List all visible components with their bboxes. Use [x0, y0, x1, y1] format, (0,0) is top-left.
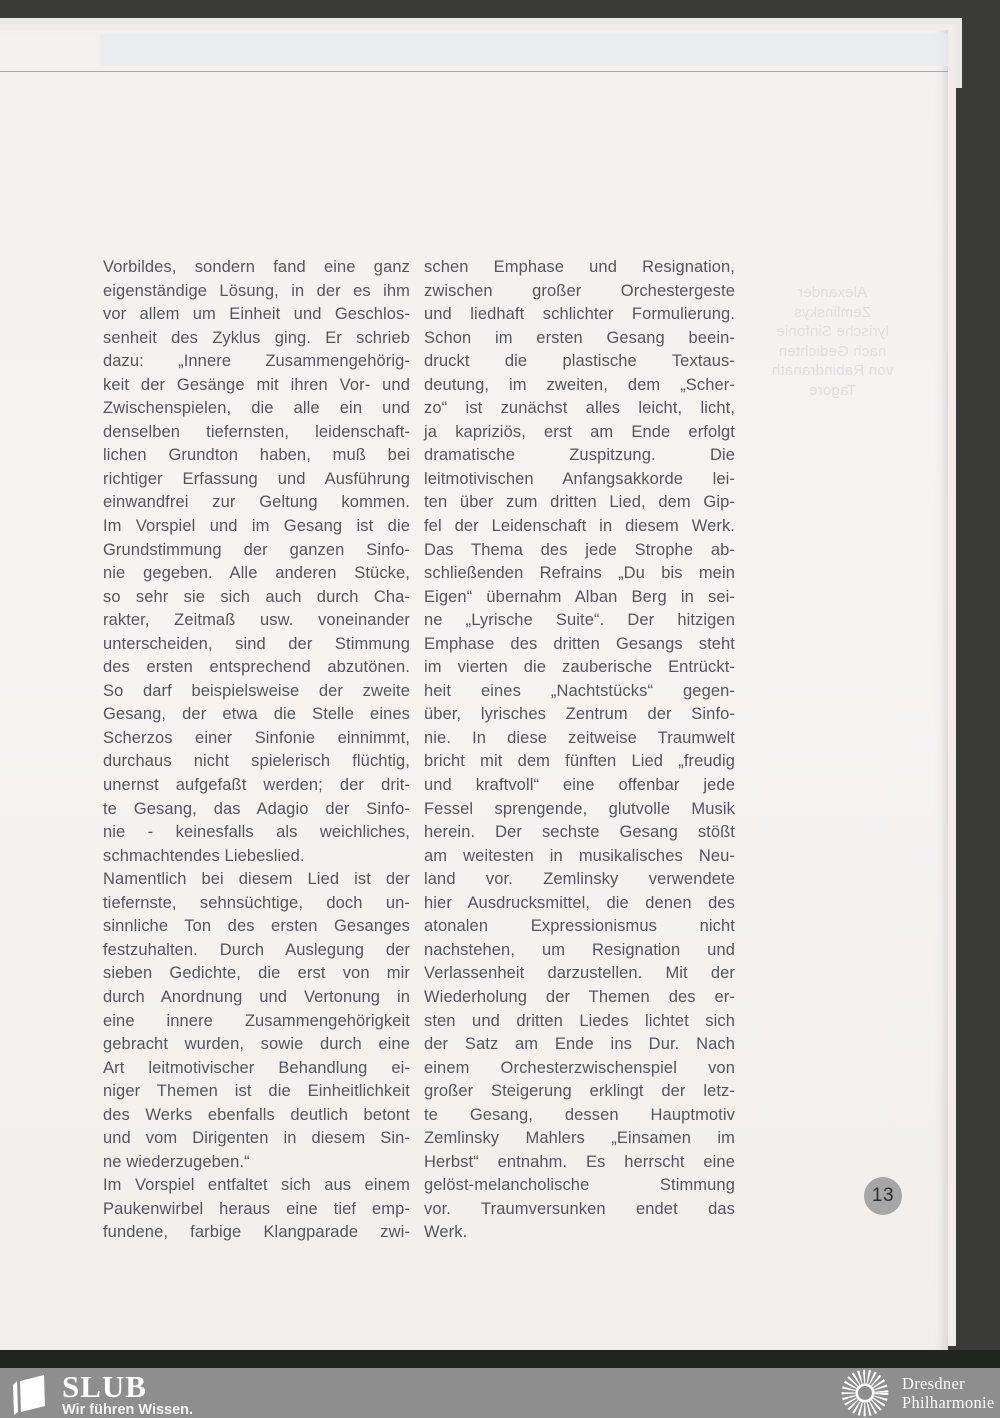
text-line: nie - keinesfalls als weichliches,	[103, 823, 410, 842]
text-line: und kraftvoll“ eine offenbar jede	[424, 776, 735, 795]
text-line: ne „Lyrische Suite“. Der hitzigen	[424, 611, 735, 630]
text-line: Emphase des dritten Gesangs steht	[424, 634, 735, 653]
text-line: Das Thema des jede Strophe ab-	[424, 540, 735, 559]
margin-bleed-through-caption	[745, 283, 920, 400]
text-line: Paukenwirbel heraus eine tief emp-	[103, 1199, 410, 1218]
text-line: vor allem um Einheit und Geschlos-	[103, 305, 410, 324]
text-line: Art leitmotivischer Behandlung ei-	[103, 1058, 410, 1077]
text-line: bricht mit dem fünften Lied „freudig	[424, 752, 735, 771]
text-line: ne wiederzugeben.“	[103, 1152, 250, 1171]
text-line: einem Orchesterzwischenspiel von	[424, 1058, 735, 1077]
text-line: niger Themen ist die Einheitlichkeit	[103, 1082, 410, 1101]
page-number-badge	[864, 1177, 902, 1215]
text-line: tiefernste, sehnsüchtige, doch un-	[103, 893, 410, 912]
text-line: lichen Grundton haben, muß bei	[103, 446, 410, 465]
text-line: Herbst“ entnahm. Es herrscht eine	[424, 1152, 735, 1171]
text-line: und vom Dirigenten in diesem Sin-	[103, 1129, 410, 1148]
text-line: nachstehen, um Resignation und	[424, 940, 735, 959]
text-line: Vorbildes, sondern fand eine ganz	[103, 258, 410, 276]
text-line: unernst aufgefaßt werden; der drit-	[103, 776, 410, 795]
text-line: Grundstimmung der ganzen Sinfo-	[103, 540, 410, 559]
text-line: heit eines „Nachtstücks“ gegen-	[424, 681, 735, 700]
text-line: zo“ ist zunächst alles leicht, licht,	[424, 399, 735, 418]
text-line: über, lyrisches Zentrum der Sinfo-	[424, 705, 735, 724]
text-line: des Werks ebenfalls deutlich betont	[103, 1105, 410, 1124]
text-line: hier Ausdrucksmittel, die denen des	[424, 893, 735, 912]
text-line: des ersten entsprechend abzutönen.	[103, 658, 410, 677]
text-column-left	[103, 256, 410, 1245]
margin-note-line: nach Gedichten	[778, 342, 887, 360]
text-line: deutung, im zweiten, dem „Scher-	[424, 375, 735, 394]
book-icon	[12, 1374, 48, 1416]
text-line: durchaus nicht spielerisch flüchtig,	[103, 752, 410, 771]
text-line: te Gesang, das Adagio der Sinfo-	[103, 799, 410, 818]
text-line: herein. Der sechste Gesang stößt	[424, 823, 735, 842]
margin-note-line: Tagore	[808, 381, 857, 399]
text-line: ten über zum dritten Lied, dem Gip-	[424, 493, 735, 512]
text-line: großer Steigerung erklingt der letz-	[424, 1082, 735, 1101]
text-line: Zemlinsky Mahlers „Einsamen im	[424, 1129, 735, 1148]
text-line: dazu: „Innere Zusammengehörig-	[103, 352, 410, 371]
text-line: land vor. Zemlinsky verwendete	[424, 870, 735, 889]
margin-note-line: Alexander	[797, 284, 868, 301]
slub-tagline: Wir führen Wissen.	[62, 1402, 194, 1418]
margin-note-line: lyrische Sinfonie	[776, 323, 889, 340]
text-line: Scherzos einer Sinfonie einnimmt,	[103, 728, 410, 747]
text-line: druckt die plastische Textaus-	[424, 352, 735, 371]
text-line: der Satz am Ende ins Dur. Nach	[424, 1035, 735, 1054]
text-line: eigenständige Lösung, in der es ihm	[103, 281, 410, 300]
margin-note-line: von Rabindranath	[771, 362, 894, 379]
text-line: Fessel sprengende, glutvolle Musik	[424, 799, 735, 818]
text-line: ja kapriziös, erst am Ende erfolgt	[424, 422, 735, 441]
text-line: sinnliche Ton des ersten Gesanges	[103, 917, 410, 936]
text-line: vor. Traumversunken endet das	[424, 1199, 735, 1218]
text-line: Eigen“ übernahm Alban Berg in sei-	[424, 587, 735, 606]
slub-logo[interactable]	[12, 1369, 194, 1418]
text-line: Im Vorspiel und im Gesang ist die	[103, 517, 410, 536]
text-line: atonalen Expressionismus nicht	[424, 917, 735, 936]
text-line: So darf beispielsweise der zweite	[103, 681, 410, 700]
text-line: Zwischenspielen, die alle ein und	[103, 399, 410, 418]
bleed-through-band	[100, 34, 948, 66]
text-line: senheit des Zyklus ging. Er schrieb	[103, 328, 410, 347]
text-line: rakter, Zeitmaß usw. voneinander	[103, 611, 410, 630]
text-line: sten und dritten Liedes lichtet sich	[424, 1011, 735, 1030]
text-line: te Gesang, dessen Hauptmotiv	[424, 1105, 735, 1124]
text-line: Gesang, der etwa die Stelle eines	[103, 705, 410, 724]
text-line: im vierten die zauberische Entrückt-	[424, 658, 735, 677]
text-line: Im Vorspiel entfaltet sich aus einem	[103, 1176, 410, 1195]
text-line: zwischen großer Orchestergeste	[424, 281, 735, 300]
text-line: eine innere Zusammengehörigkeit	[103, 1011, 410, 1030]
text-line: am weitesten in musikalisches Neu-	[424, 846, 735, 865]
slub-wordmark: SLUB	[62, 1369, 147, 1404]
text-line: fundene, farbige Klangparade zwi-	[103, 1223, 410, 1242]
text-line: schließenden Refrains „Du bis mein	[424, 564, 735, 583]
text-line: fel der Leidenschaft in diesem Werk.	[424, 517, 735, 536]
text-line: Wiederholung der Themen des er-	[424, 987, 735, 1006]
text-line: Schon im ersten Gesang beein-	[424, 328, 735, 347]
text-line: so sehr sie sich auch durch Cha-	[103, 587, 410, 606]
text-line: schen Emphase und Resignation,	[424, 258, 735, 276]
text-line: festzuhalten. Durch Auslegung der	[103, 940, 410, 959]
dresdner-philharmonie-logo[interactable]	[838, 1366, 995, 1418]
text-line: nie. In diese zeitweise Traumwelt	[424, 728, 735, 747]
page-crease-line	[0, 71, 948, 72]
text-line: denselben tiefernsten, leidenschaft-	[103, 422, 410, 441]
text-line: nie gegeben. Alle anderen Stücke,	[103, 564, 410, 583]
text-line: richtiger Erfassung und Ausführung	[103, 469, 410, 488]
text-line: und liedhaft schlichter Formulierung.	[424, 305, 735, 324]
text-line: sieben Gedichte, die erst von mir	[103, 964, 410, 983]
text-line: gelöst-melancholische Stimmung	[424, 1176, 735, 1195]
text-line: einwandfrei zur Geltung kommen.	[103, 493, 410, 512]
text-line: durch Anordnung und Vertonung in	[103, 987, 410, 1006]
margin-note-line: Zemlinskys	[794, 303, 872, 321]
sunburst-icon	[838, 1366, 892, 1418]
text-line: keit der Gesänge mit ihren Vor- und	[103, 375, 410, 394]
text-line: Werk.	[424, 1223, 468, 1242]
philharmonie-name-line2: Philharmonie	[902, 1393, 995, 1412]
text-line: gebracht wurden, sowie durch eine	[103, 1035, 410, 1054]
philharmonie-name-line1: Dresdner	[902, 1374, 965, 1393]
text-line: Namentlich bei diesem Lied ist der	[103, 870, 410, 889]
text-line: unterscheiden, sind der Stimmung	[103, 634, 410, 653]
text-line: Verlassenheit darzustellen. Mit der	[424, 964, 735, 983]
text-line: schmachtendes Liebeslied.	[103, 846, 305, 865]
text-line: leitmotivischen Anfangsakkorde lei-	[424, 469, 735, 488]
text-column-right	[424, 256, 735, 1245]
text-line: dramatische Zuspitzung. Die	[424, 446, 735, 465]
page-number: 13	[871, 1185, 895, 1206]
